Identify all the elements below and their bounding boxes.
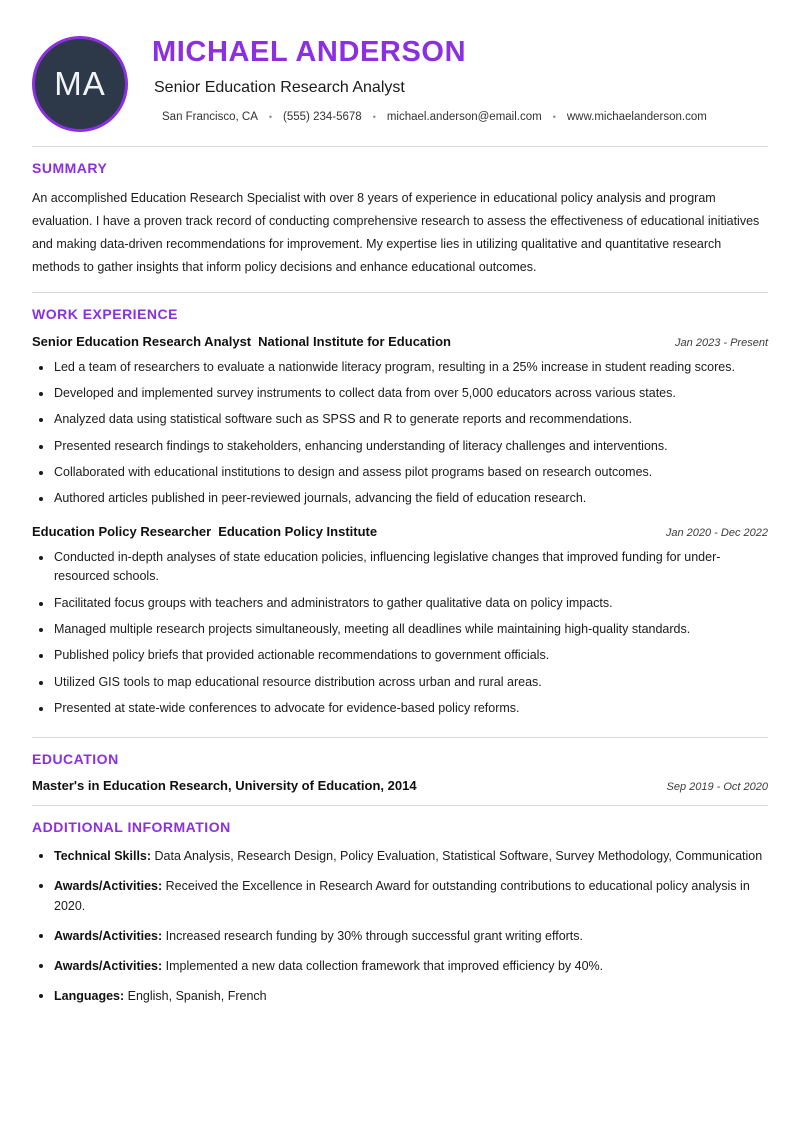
section-additional-information	[32, 806, 768, 1028]
experience-company: National Institute for Education	[258, 333, 451, 349]
page-title: MICHAEL ANDERSON	[152, 36, 467, 68]
info-value: Received the Excellence in Research Award for outstanding contributions to educational policy analysis in 2020.	[54, 879, 750, 914]
contact-row	[152, 111, 768, 123]
experience-dates: Jan 2023 - Present	[675, 336, 768, 349]
resume-header	[32, 0, 768, 146]
list-item: Authored articles published in peer-reviewed journals, advancing the field of education research.	[32, 489, 768, 508]
info-value: English, Spanish, French	[127, 989, 267, 1004]
experience-bullets	[32, 548, 768, 719]
list-item: Managed multiple research projects simultaneously, meeting all deadlines while maintaining high-quality standards.	[32, 620, 768, 639]
section-title-work-experience: WORK EXPERIENCE	[32, 305, 178, 322]
additional-information-list	[32, 846, 768, 1006]
header-job-title: Senior Education Research Analyst	[154, 79, 405, 97]
experience-dates: Jan 2020 - Dec 2022	[665, 526, 768, 539]
contact-phone[interactable]: (555) 234-5678	[283, 111, 362, 124]
contact-email[interactable]: michael.anderson@email.com	[386, 111, 542, 124]
education-body	[32, 778, 768, 805]
list-item: Published policy briefs that provided actionable recommendations to government officials.	[32, 646, 768, 665]
list-item: Utilized GIS tools to map educational resource distribution across urban and rural areas.	[32, 673, 768, 692]
contact-separator-icon: •	[268, 111, 273, 122]
section-summary	[32, 147, 768, 292]
info-label: Awards/Activities:	[54, 879, 163, 894]
list-item: Presented at state-wide conferences to advocate for evidence-based policy reforms.	[32, 699, 768, 718]
additional-information-body	[32, 846, 768, 1028]
experience-title-line	[32, 333, 451, 351]
list-item	[32, 986, 768, 1006]
education-degree: Master's in Education Research, University of Education, 2014	[32, 778, 417, 794]
avatar-initials: MA	[54, 65, 106, 102]
info-label: Languages:	[54, 989, 125, 1004]
info-label: Awards/Activities:	[54, 929, 163, 944]
info-value: Increased research funding by 30% through successful grant writing efforts.	[165, 929, 583, 944]
experience-company: Education Policy Institute	[218, 523, 378, 539]
experience-title-line	[32, 523, 377, 541]
info-label: Technical Skills:	[54, 849, 152, 864]
education-dates: Sep 2019 - Oct 2020	[666, 781, 768, 794]
experience-bullets	[32, 358, 768, 509]
contact-separator-icon: •	[372, 111, 376, 122]
section-education	[32, 738, 768, 805]
list-item	[32, 876, 768, 916]
section-title-additional-information: ADDITIONAL INFORMATION	[32, 819, 231, 836]
experience-entry	[32, 523, 768, 719]
list-item	[32, 846, 768, 866]
work-experience-body	[32, 333, 768, 738]
summary-text: An accomplished Education Research Specialist with over 8 years of experience in educational policy analysis and program evaluation. I have a proven track record of conducting comprehensive research to assess the effectiveness of educational initiatives and making data-driven recommendations for improvement. My expertise lies in utilizing qualitative and quantitative research methods to gather insights that inform policy decisions and enhance educational outcomes.	[32, 191, 760, 275]
list-item: Conducted in-depth analyses of state education policies, influencing legislative changes that improved funding for under-resourced schools.	[32, 548, 768, 587]
experience-entry	[32, 333, 768, 509]
info-value: Implemented a new data collection framework that improved efficiency by 40%.	[165, 959, 604, 974]
section-title-education: EDUCATION	[32, 751, 119, 768]
contact-website[interactable]: www.michaelanderson.com	[566, 111, 707, 124]
education-entry	[32, 778, 768, 793]
section-title-summary: SUMMARY	[32, 160, 108, 176]
avatar	[32, 36, 128, 132]
section-work-experience	[32, 293, 768, 738]
list-item: Analyzed data using statistical software such as SPSS and R to generate reports and recommendations.	[32, 410, 768, 429]
contact-separator-icon: •	[552, 111, 556, 122]
experience-entry-header	[32, 333, 768, 351]
list-item: Developed and implemented survey instruments to collect data from over 5,000 educators across various states.	[32, 384, 768, 403]
list-item	[32, 956, 768, 976]
summary-body	[32, 187, 768, 292]
info-value: Data Analysis, Research Design, Policy Evaluation, Statistical Software, Survey Methodology, Communication	[154, 849, 763, 864]
experience-entry-header	[32, 523, 768, 541]
list-item: Facilitated focus groups with teachers and administrators to gather qualitative data on policy impacts.	[32, 594, 768, 613]
list-item: Presented research findings to stakeholders, enhancing understanding of literacy challenges and interventions.	[32, 437, 768, 456]
experience-role: Senior Education Research Analyst	[32, 333, 252, 349]
contact-location: San Francisco, CA	[162, 111, 258, 124]
header-text-block	[128, 30, 768, 123]
experience-role: Education Policy Researcher	[32, 523, 212, 539]
info-label: Awards/Activities:	[54, 959, 163, 974]
list-item	[32, 926, 768, 946]
list-item: Collaborated with educational institutions to design and assess pilot programs based on research outcomes.	[32, 463, 768, 482]
list-item: Led a team of researchers to evaluate a nationwide literacy program, resulting in a 25% increase in student reading scores.	[32, 358, 768, 377]
